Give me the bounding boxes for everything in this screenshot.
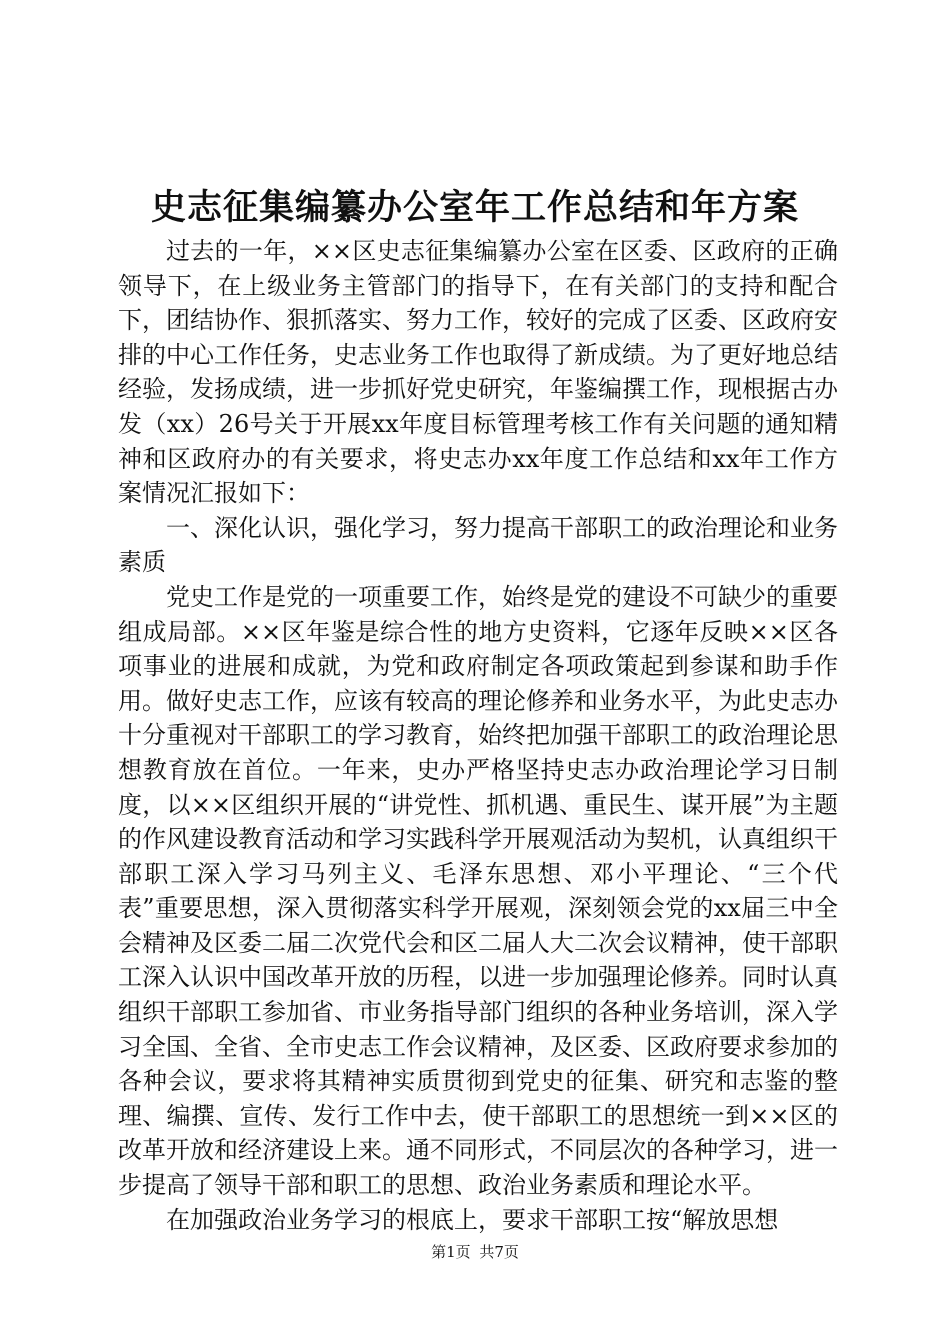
document-title: 史志征集编纂办公室年工作总结和年方案 [150, 187, 799, 228]
section-heading-1: 一、深化认识，强化学习，努力提高干部职工的政治理论和业务素质 [118, 513, 838, 577]
document-body [118, 234, 838, 1237]
paragraph-intro: 过去的一年，××区史志征集编纂办公室在区委、区政府的正确领导下，在上级业务主管部门的指导下，在有关部门的支持和配合下，团结协作、狠抓落实、努力工作，较好的完成了区委、区政府安排的中心工作任务，史志业务工作也取得了新成绩。为了更好地总结经验，发扬成绩，进一步抓好党史研究，年鉴编撰工作，现根据古办发（xx）26号关于开展xx年度目标管理考核工作有关问题的通知精神和区政府办的有关要求，将史志办xx年度工作总结和xx年工作方案情况汇报如下： [118, 237, 838, 508]
paragraph-party-history: 党史工作是党的一项重要工作，始终是党的建设不可缺少的重要组成局部。××区年鉴是综合性的地方史资料，它逐年反映××区各项事业的进展和成就，为党和政府制定各项政策起到参谋和助手作用。做好史志工作，应该有较高的理论修养和业务水平，为此史志办十分重视对干部职工的学习教育，始终把加强干部职工的政治理论思想教育放在首位。一年来，史办严格坚持史志办政治理论学习日制度，以××区组织开展的“讲党性、抓机遇、重民生、谋开展”为主题的作风建设教育活动和学习实践科学开展观活动为契机，认真组织干部职工深入学习马列主义、毛泽东思想、邓小平理论、“三个代表”重要思想，深入贯彻落实科学开展观，深刻领会党的xx届三中全会精神及区委二届二次党代会和区二届人大二次会议精神，使干部职工深入认识中国改革开放的历程，以进一步加强理论修养。同时认真组织干部职工参加省、市业务指导部门组织的各种业务培训，深入学习全国、全省、全市史志工作会议精神，及区委、区政府要求参加的各种会议，要求将其精神实质贯彻到党史的征集、研究和志鉴的整理、编撰、宣传、发行工作中去，使干部职工的思想统一到××区的改革开放和经济建设上来。通不同形式，不同层次的各种学习，进一步提高了领导干部和职工的思想、政治业务素质和理论水平。 [118, 582, 838, 1200]
page-total: 共7页 [479, 1243, 519, 1261]
page-footer [0, 1242, 950, 1262]
page-number: 第1页 [431, 1243, 471, 1261]
paragraph-continuation: 在加强政治业务学习的根底上，要求干部职工按“解放思想 [166, 1205, 779, 1234]
